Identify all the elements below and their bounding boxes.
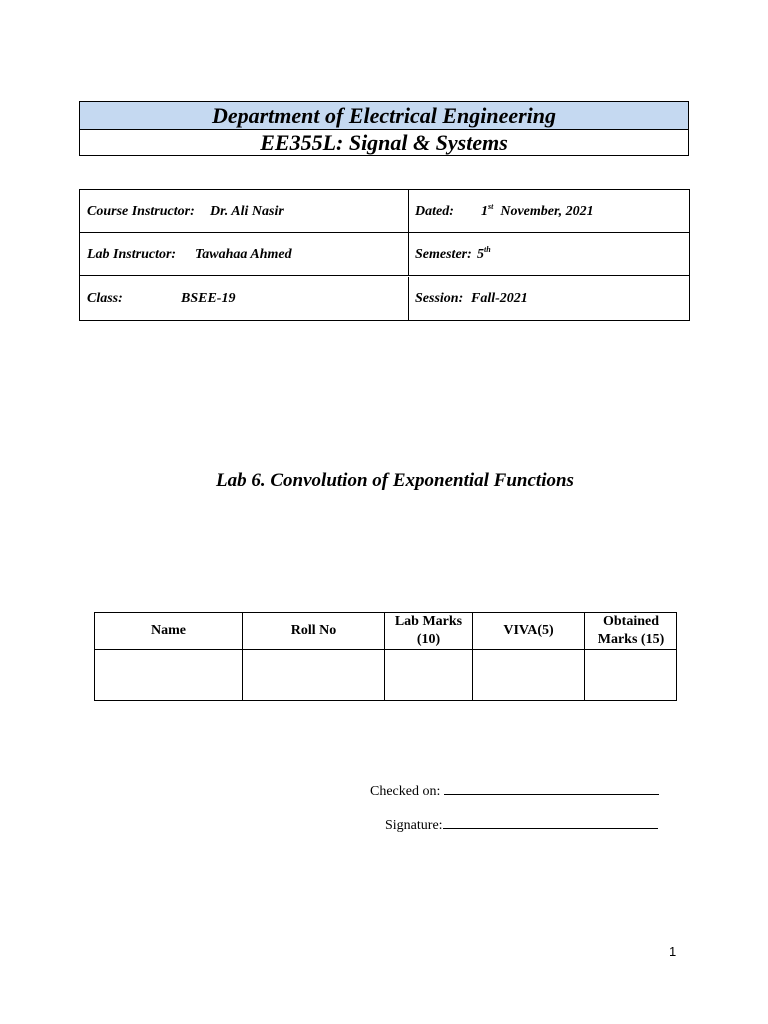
obtained-marks-line2: Marks (15) [597, 632, 665, 647]
checked-on-blank [444, 782, 659, 795]
dated-label: Dated: [415, 204, 454, 219]
checked-on-line [370, 782, 659, 800]
obtained-marks-line1: Obtained [602, 614, 659, 629]
info-row-class [80, 277, 689, 320]
signature-blank [443, 816, 658, 829]
session-label: Session: [415, 291, 464, 306]
checked-on-label: Checked on: [370, 784, 441, 799]
class-label: Class: [87, 291, 123, 306]
info-divider [408, 277, 409, 320]
marks-header-divider [95, 649, 676, 650]
column-header-name: Name [151, 623, 186, 638]
signature-line [385, 816, 658, 834]
column-header-roll-no: Roll No [290, 623, 337, 638]
course-instructor-label: Course Instructor: [87, 204, 195, 219]
lab-marks-line1: Lab Marks [394, 614, 463, 629]
dated-rest: November, 2021 [500, 204, 594, 219]
info-divider [408, 190, 409, 232]
lab-instructor-label: Lab Instructor: [87, 247, 177, 262]
info-divider [408, 233, 409, 275]
lab-title: Lab 6. Convolution of Exponential Functions [216, 470, 574, 491]
marks-table [94, 612, 677, 701]
dated-day: 1 [481, 204, 488, 219]
class-value: BSEE-19 [181, 291, 236, 306]
header-box [79, 101, 689, 156]
semester-suffix: th [484, 245, 491, 254]
course-instructor-value: Dr. Ali Nasir [210, 204, 284, 219]
dated-day-suffix: st [488, 202, 494, 211]
signature-label: Signature: [385, 818, 443, 833]
lab-instructor-value: Tawahaa Ahmed [195, 247, 292, 262]
department-title: Department of Electrical Engineering [80, 102, 688, 130]
info-row-instructor [80, 190, 689, 233]
session-value: Fall-2021 [471, 291, 528, 306]
dated-value [481, 190, 594, 233]
lab-marks-line2: (10) [416, 632, 441, 647]
semester-value [477, 233, 491, 276]
info-row-lab-instructor [80, 233, 689, 276]
semester-number: 5 [477, 247, 484, 262]
semester-label: Semester: [415, 247, 472, 262]
info-table [79, 189, 690, 321]
column-header-lab-marks [385, 613, 472, 649]
page-number: 1 [669, 944, 677, 959]
column-header-viva: VIVA(5) [503, 623, 554, 638]
column-header-obtained-marks [585, 613, 677, 649]
course-title: EE355L: Signal & Systems [260, 130, 508, 155]
